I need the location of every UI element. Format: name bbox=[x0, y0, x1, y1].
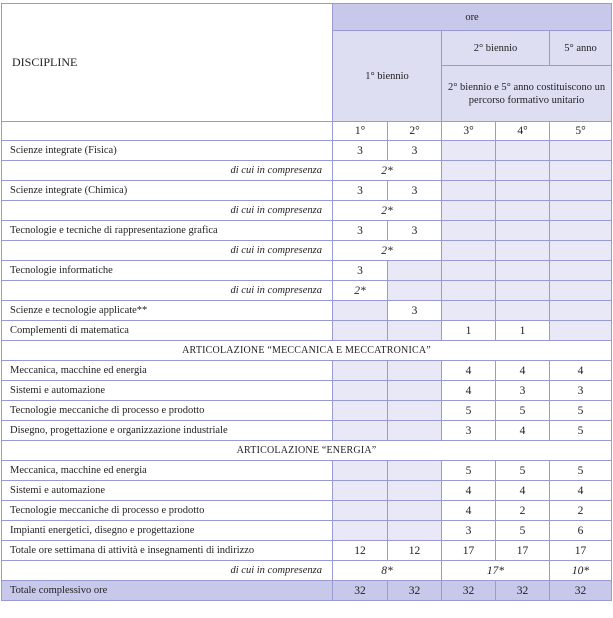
hours-cell: 4 bbox=[442, 361, 496, 381]
overall-total-label: Totale complessivo ore bbox=[2, 581, 333, 601]
compresenza-label: di cui in compresenza bbox=[2, 201, 333, 221]
second-biennium-header: 2° biennio bbox=[442, 31, 550, 66]
unit-note: 2° biennio e 5° anno costituiscono un percorso formativo unitario bbox=[442, 66, 612, 122]
hours-header: ore bbox=[333, 4, 612, 31]
hours-cell: 32 bbox=[333, 581, 388, 601]
years-row bbox=[2, 122, 612, 141]
table-row bbox=[2, 201, 612, 221]
table-row bbox=[2, 361, 612, 381]
subject-label: Scienze integrate (Fisica) bbox=[2, 141, 333, 161]
hours-cell: 5 bbox=[442, 461, 496, 481]
table-row bbox=[2, 561, 612, 581]
hours-cell: 12 bbox=[333, 541, 388, 561]
hours-cell: 3 bbox=[333, 181, 388, 201]
hours-cell: 32 bbox=[550, 581, 612, 601]
disciplines-header: DISCIPLINE bbox=[2, 4, 333, 122]
table-row bbox=[2, 541, 612, 561]
hours-cell: 3 bbox=[333, 141, 388, 161]
compresenza-label: di cui in compresenza bbox=[2, 281, 333, 301]
section-title-meccanica: ARTICOLAZIONE “MECCANICA E MECCATRONICA” bbox=[2, 341, 612, 361]
hours-cell: 17 bbox=[550, 541, 612, 561]
year-4: 4° bbox=[496, 122, 550, 141]
fifth-year-header: 5° anno bbox=[550, 31, 612, 66]
hours-cell: 5 bbox=[550, 461, 612, 481]
subject-label: Sistemi e automazione bbox=[2, 481, 333, 501]
hours-cell: 17 bbox=[442, 541, 496, 561]
hours-cell: 3 bbox=[442, 421, 496, 441]
hours-cell: 4 bbox=[496, 361, 550, 381]
curriculum-table bbox=[1, 3, 612, 601]
hours-cell: 3 bbox=[388, 141, 442, 161]
section-title-energia: ARTICOLAZIONE “ENERGIA” bbox=[2, 441, 612, 461]
hours-cell: 4 bbox=[550, 481, 612, 501]
subject-label: Tecnologie meccaniche di processo e prodotto bbox=[2, 401, 333, 421]
subject-label: Tecnologie meccaniche di processo e prodotto bbox=[2, 501, 333, 521]
table-row bbox=[2, 181, 612, 201]
subject-label: Disegno, progettazione e organizzazione industriale bbox=[2, 421, 333, 441]
table-row bbox=[2, 381, 612, 401]
table-row bbox=[2, 281, 612, 301]
hours-cell: 3 bbox=[442, 521, 496, 541]
table-row bbox=[2, 221, 612, 241]
subject-label: Meccanica, macchine ed energia bbox=[2, 361, 333, 381]
table-row bbox=[2, 321, 612, 341]
hours-cell: 5 bbox=[496, 521, 550, 541]
hours-cell: 4 bbox=[496, 421, 550, 441]
hours-cell: 32 bbox=[388, 581, 442, 601]
weekly-total-label: Totale ore settimana di attività e insegnamenti di indirizzo bbox=[2, 541, 333, 561]
table-row bbox=[2, 241, 612, 261]
hours-cell: 5 bbox=[496, 401, 550, 421]
table-row bbox=[2, 261, 612, 281]
hours-cell: 3 bbox=[550, 381, 612, 401]
hours-cell: 6 bbox=[550, 521, 612, 541]
hours-cell: 5 bbox=[442, 401, 496, 421]
overall-total-row bbox=[2, 581, 612, 601]
hours-cell: 4 bbox=[496, 481, 550, 501]
table-row bbox=[2, 521, 612, 541]
hours-cell: 2 bbox=[496, 501, 550, 521]
subject-label: Sistemi e automazione bbox=[2, 381, 333, 401]
compresenza-label: di cui in compresenza bbox=[2, 161, 333, 181]
hours-cell: 3 bbox=[388, 301, 442, 321]
table-row bbox=[2, 481, 612, 501]
compresenza-value: 10* bbox=[550, 561, 612, 581]
compresenza-value: 2* bbox=[333, 201, 442, 221]
hours-cell: 1 bbox=[496, 321, 550, 341]
hours-cell: 5 bbox=[550, 401, 612, 421]
compresenza-label: di cui in compresenza bbox=[2, 561, 333, 581]
compresenza-value: 8* bbox=[333, 561, 442, 581]
subject-label: Meccanica, macchine ed energia bbox=[2, 461, 333, 481]
hours-cell: 17 bbox=[496, 541, 550, 561]
hours-cell: 4 bbox=[442, 481, 496, 501]
year-3: 3° bbox=[442, 122, 496, 141]
compresenza-value: 2* bbox=[333, 161, 442, 181]
table-row bbox=[2, 141, 612, 161]
hours-cell: 3 bbox=[496, 381, 550, 401]
hours-cell: 4 bbox=[550, 361, 612, 381]
table-row bbox=[2, 421, 612, 441]
table-row bbox=[2, 161, 612, 181]
subject-label: Tecnologie informatiche bbox=[2, 261, 333, 281]
table-row bbox=[2, 401, 612, 421]
table-row bbox=[2, 461, 612, 481]
compresenza-value: 2* bbox=[333, 281, 388, 301]
hours-cell: 4 bbox=[442, 501, 496, 521]
subject-label: Impianti energetici, disegno e progettazione bbox=[2, 521, 333, 541]
table-row bbox=[2, 301, 612, 321]
hours-cell: 3 bbox=[333, 221, 388, 241]
subject-label: Scienze e tecnologie applicate** bbox=[2, 301, 333, 321]
subject-label: Complementi di matematica bbox=[2, 321, 333, 341]
hours-cell: 12 bbox=[388, 541, 442, 561]
year-5: 5° bbox=[550, 122, 612, 141]
hours-cell: 4 bbox=[442, 381, 496, 401]
hours-cell: 5 bbox=[550, 421, 612, 441]
hours-cell: 3 bbox=[388, 181, 442, 201]
hours-cell: 5 bbox=[496, 461, 550, 481]
first-biennium-header: 1° biennio bbox=[333, 31, 442, 122]
year-1: 1° bbox=[333, 122, 388, 141]
compresenza-value: 2* bbox=[333, 241, 442, 261]
hours-cell: 32 bbox=[496, 581, 550, 601]
hours-cell: 3 bbox=[388, 221, 442, 241]
year-2: 2° bbox=[388, 122, 442, 141]
hours-cell: 1 bbox=[442, 321, 496, 341]
hours-cell: 3 bbox=[333, 261, 388, 281]
subject-label: Tecnologie e tecniche di rappresentazione grafica bbox=[2, 221, 333, 241]
subject-label: Scienze integrate (Chimica) bbox=[2, 181, 333, 201]
hours-cell: 2 bbox=[550, 501, 612, 521]
compresenza-value: 17* bbox=[442, 561, 550, 581]
table-row bbox=[2, 501, 612, 521]
compresenza-label: di cui in compresenza bbox=[2, 241, 333, 261]
hours-cell: 32 bbox=[442, 581, 496, 601]
